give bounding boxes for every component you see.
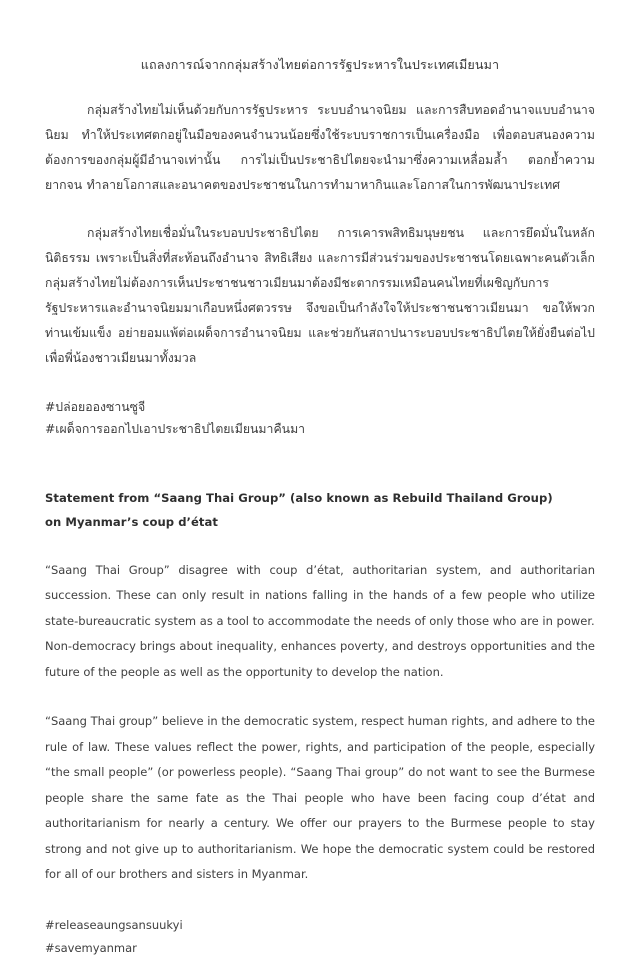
english-statement-section	[40, 440, 600, 960]
page-title: แถลงการณ์จากกลุ่มสร้างไทยต่อการรัฐประหารในประเทศเมียนมา	[140, 57, 500, 72]
english-paragraph-2: Non-democracy brings about inequality, enhances poverty, and destroys opportunities and the future of the people as well as the opportunity to develop the nation.	[45, 639, 595, 679]
english-heading	[45, 440, 595, 534]
thai-hashtag-item[interactable]: #เผด็จการออกไปเอาประชาธิปไตยเมียนมาคืนมา	[45, 421, 306, 436]
thai-paragraph-2: กลุ่มสร้างไทยเชื่อมั่นในระบอบประชาธิปไตย การเคารพสิทธิมนุษยชน และการยึดมั่นในหลักนิติธรรม เพราะเป็นสิ่งที่สะท้อนถึงอำนาจ สิทธิเสียง และการมีส่วนร่วมของประชาชนโดยเฉพาะคนตัวเล็ก กลุ่มสร้างไทยไม่ต้องการเห็นประชาชนชาวเมียนมาต้องมีชะตากรรมเหมือนคนไทยที่เผชิญกับการรัฐประหารและอำนาจนิยมมาเกือบหนึ่งศตวรรษ จึงขอเป็นกำลังใจให้ประชาชนชาวเมียนมา ขอให้พวกท่านเข้มแข็ง อย่ายอมแพ้ต่อเผด็จการอำนาจนิยม และช่วยกันสถาปนาระบอบประชาธิปไตยให้ยั่งยืนต่อไปเพื่อพี่น้องชาวเมียนมาทั้งมวล	[45, 225, 595, 365]
english-hashtag-list	[45, 914, 595, 960]
thai-hashtag-item[interactable]: #ปล่อยอองซานซูจี	[45, 399, 146, 414]
english-paragraph-1: “Saang Thai Group” disagree with coup d’état, authoritarian system, and authoritarian succession. These can only result in nations falling in the hands of a few people who utilize state-bureaucratic system as a tool to accommodate the needs of only those who are in power.	[45, 562, 595, 628]
english-hashtag-item[interactable]: #releaseaungsansuukyi	[45, 917, 183, 932]
thai-statement-section	[40, 98, 600, 440]
thai-hashtag-list	[45, 396, 595, 440]
english-hashtag-item[interactable]: #savemyanmar	[45, 940, 137, 955]
thai-paragraph-1: กลุ่มสร้างไทยไม่เห็นด้วยกับการรัฐประหาร ระบบอำนาจนิยม และการสืบทอดอำนาจแบบอำนาจนิยม ทำให้ประเทศตกอยู่ในมือของคนจำนวนน้อยซึ่งใช้ระบบราชการเป็นเครื่องมือ เพื่อตอบสนองความต้องการของกลุ่มผู้มีอำนาจเท่านั้น การไม่เป็นประชาธิปไตยจะนำมาซึ่งความเหลื่อมล้ำ ตอกย้ำความยากจน ทำลายโอกาสและอนาคตของประชาชนในการทำมาหากินและโอกาสในการพัฒนาประเทศ	[45, 102, 595, 192]
english-heading-line-1: Statement from “Saang Thai Group” (also known as Rebuild Thailand Group)	[45, 490, 553, 505]
english-paragraph-3: “Saang Thai group” believe in the democratic system, respect human rights, and adhere to the rule of law. These values reflect the power, rights, and participation of the people, especially “the small people” (or powerless people). “Saang Thai group” do not want to see the Burmese people share the same fate as the Thai people who have been facing coup d’état and authoritarianism for nearly a century. We offer our prayers to the Burmese people to stay strong and not give up to authoritarianism. We hope the democratic system could be restored for all of our brothers and sisters in Myanmar.	[45, 714, 595, 882]
english-heading-line-2: on Myanmar’s coup d’état	[45, 514, 218, 529]
